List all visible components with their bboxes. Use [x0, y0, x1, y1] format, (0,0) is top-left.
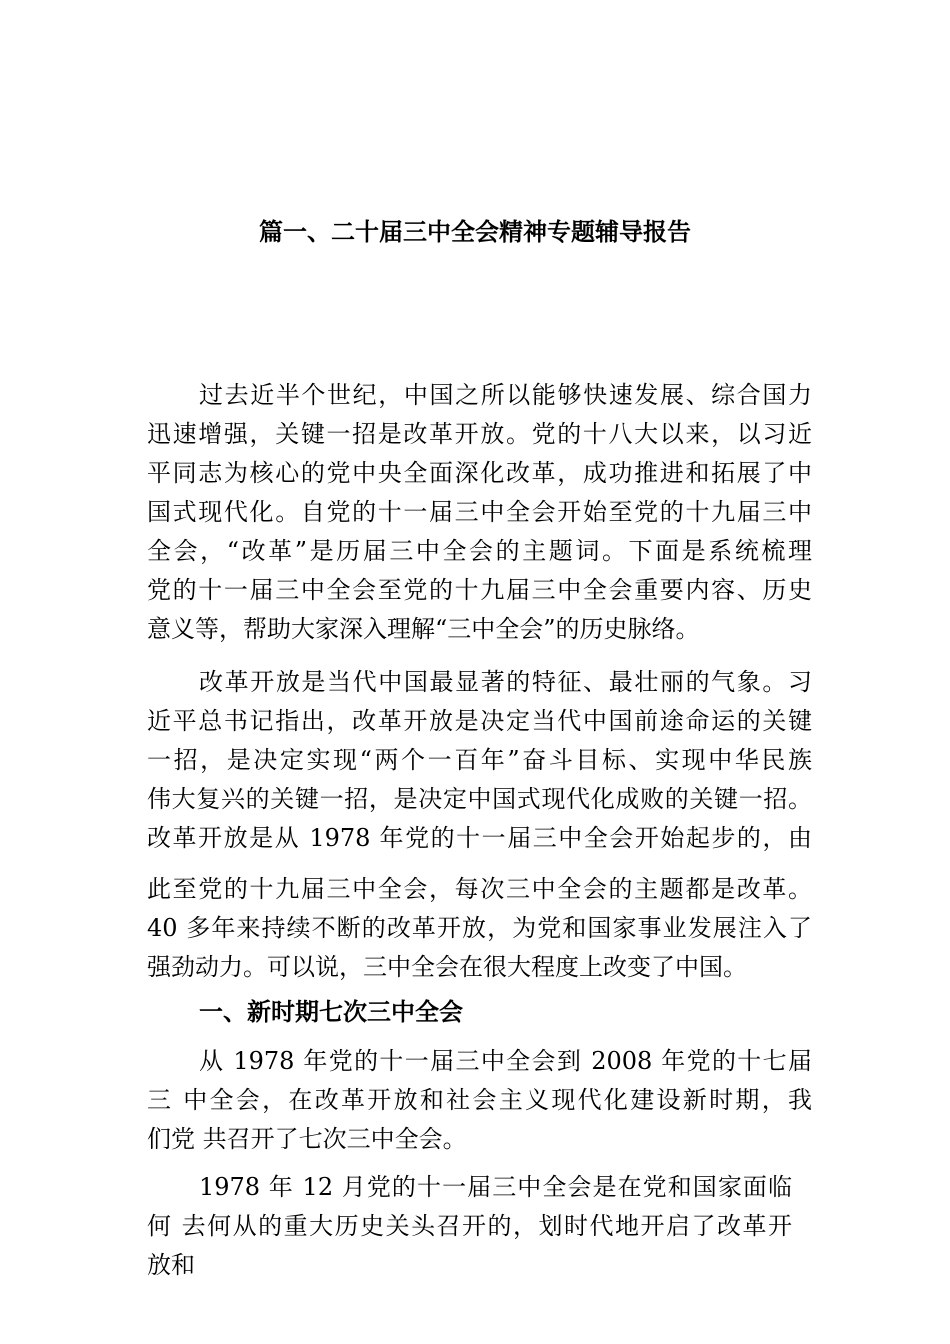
paragraph-5-line: 1978 年 12 月党的十一届三中全会是在党和国家面临: [199, 1173, 792, 1201]
paragraph-2: [147, 663, 812, 858]
paragraph-2-line: 近平总书记指出，改革开放是决定当代中国前途命运的关键: [147, 707, 812, 735]
paragraph-5: [147, 1168, 792, 1285]
section-heading: 一、新时期七次三中全会: [199, 998, 463, 1026]
paragraph-2-line: 改革开放是当代中国最显著的特征、最壮丽的气象。习: [199, 668, 812, 696]
paragraph-1-line: 过去近半个世纪，中国之所以能够快速发展、综合国力: [199, 381, 812, 409]
paragraph-1-line: 国式现代化。自党的十一届三中全会开始至党的十九届三中: [147, 498, 812, 526]
paragraph-3: [147, 870, 812, 987]
paragraph-5-line: 何 去何从的重大历史关头召开的，划时代地开启了改革开: [147, 1212, 792, 1240]
paragraph-4-line: 们党 共召开了七次三中全会。: [147, 1125, 467, 1153]
paragraph-4-line: 三 中全会，在改革开放和社会主义现代化建设新时期，我: [147, 1086, 812, 1114]
document-title: 篇一、二十届三中全会精神专题辅导报告: [259, 218, 691, 246]
paragraph-1-line: 迅速增强，关键一招是改革开放。党的十八大以来，以习近: [147, 420, 812, 448]
paragraph-4-line: 从 1978 年党的十一届三中全会到 2008 年党的十七届: [199, 1047, 812, 1075]
paragraph-2-line: 一招，是决定实现“两个一百年”奋斗目标、实现中华民族: [147, 746, 812, 774]
paragraph-1-line: 意义等，帮助大家深入理解“三中全会”的历史脉络。: [147, 615, 700, 643]
paragraph-1-line: 平同志为核心的党中央全面深化改革，成功推进和拓展了中: [147, 459, 812, 487]
paragraph-1: [147, 376, 812, 649]
paragraph-2-line: 伟大复兴的关键一招，是决定中国式现代化成败的关键一招。: [147, 785, 812, 813]
paragraph-1-line: 全会，“改革”是历届三中全会的主题词。下面是系统梳理: [147, 537, 812, 565]
paragraph-4: [147, 1042, 812, 1159]
paragraph-1-line: 党的十一届三中全会至党的十九届三中全会重要内容、历史: [147, 576, 812, 604]
paragraph-3-line: 强劲动力。可以说，三中全会在很大程度上改变了中国。: [147, 953, 747, 981]
paragraph-2-line: 改革开放是从 1978 年党的十一届三中全会开始起步的，由: [147, 824, 812, 852]
paragraph-3-line: 40 多年来持续不断的改革开放，为党和国家事业发展注入了: [147, 914, 812, 942]
paragraph-5-line: 放和: [147, 1251, 195, 1279]
paragraph-3-line: 此至党的十九届三中全会，每次三中全会的主题都是改革。: [147, 875, 812, 903]
